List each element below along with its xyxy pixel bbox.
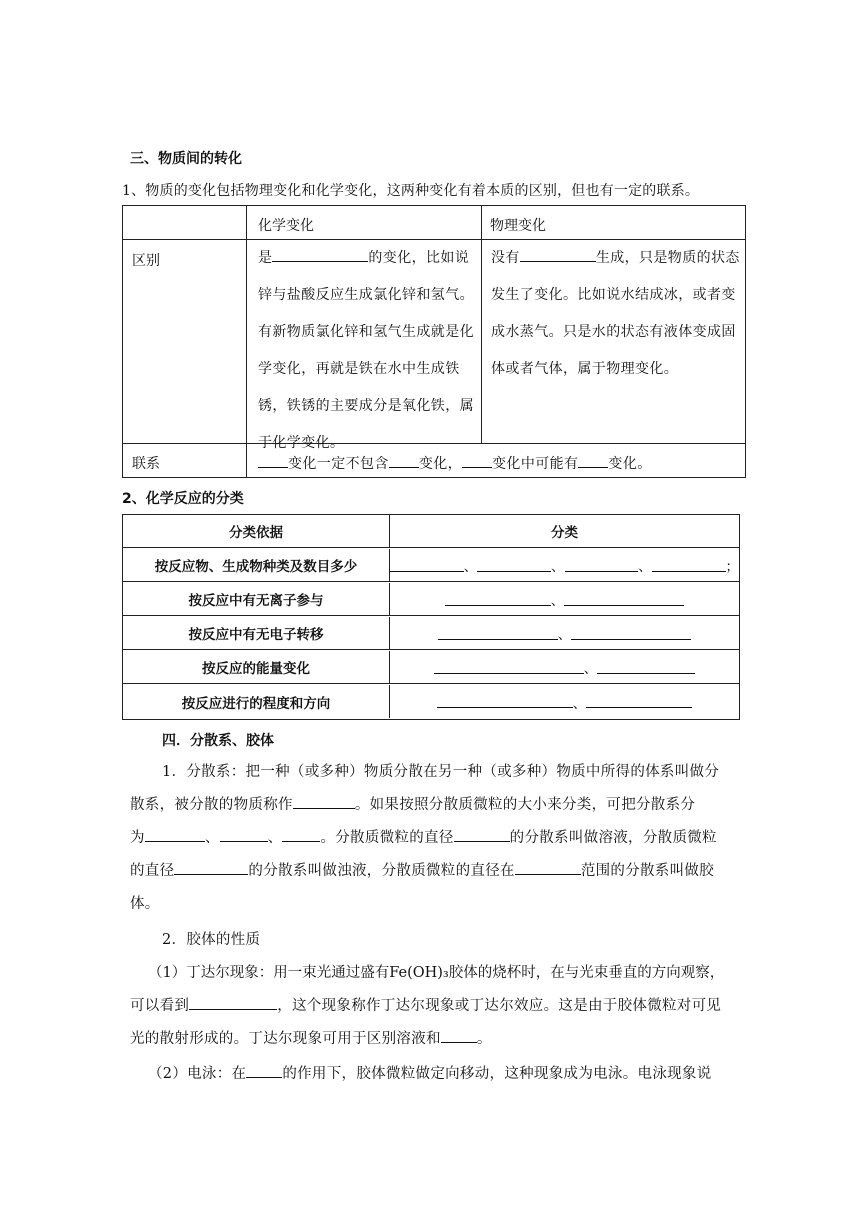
answer-blank[interactable]: [477, 559, 551, 572]
physical-change-description: 没有 生成，只是物质的状态发生了变化。比如说水结成冰，或者变成水蒸气。只是水的状态有液体变成固体或者气体，属于物理变化。: [491, 240, 743, 388]
answer-blank[interactable]: [578, 453, 608, 468]
answer-blank[interactable]: [564, 593, 684, 606]
row-basis: 按反应中有无离子参与: [188, 593, 324, 609]
answer-blank[interactable]: [441, 1028, 477, 1043]
paragraph-line: 散系，被分散的物质称作 。如果按照分散质微粒的大小来分类，可把分散系分: [130, 789, 740, 822]
section-3-heading: 三、物质间的转化: [130, 151, 242, 167]
answer-blank[interactable]: [390, 559, 464, 572]
answer-blank[interactable]: [272, 247, 368, 262]
paragraph-line: 1．分散系：把一种（或多种）物质分散在另一种（或多种）物质中所得的体系叫做分: [162, 764, 720, 780]
chemical-change-description: 是 的变化，比如说锌与盐酸反应生成氯化锌和氢气。有新物质氯化锌和氢气生成就是化学变化，再就是铁在水中生成铁锈，铁锈的主要成分是氧化铁，属于化学变化。: [258, 240, 474, 462]
header-classification: 分类: [389, 515, 739, 547]
row-blanks: 、: [389, 685, 739, 718]
answer-blank[interactable]: [389, 453, 419, 468]
answer-blank[interactable]: [282, 827, 320, 842]
answer-blank[interactable]: [445, 593, 551, 606]
paragraph-line: 体。: [130, 896, 160, 912]
answer-blank[interactable]: [434, 661, 584, 674]
row-blanks: 、: [389, 583, 739, 615]
answer-blank[interactable]: [565, 559, 639, 572]
table-row: [123, 685, 739, 718]
answer-blank[interactable]: [652, 559, 726, 572]
subheading-colloid-properties: 2．胶体的性质: [162, 932, 261, 948]
reaction-classification-table: [122, 514, 740, 720]
answer-blank[interactable]: [515, 860, 581, 875]
paragraph-line: （2）电泳：在 的作用下，胶体微粒做定向移动，这种现象成为电泳。电泳现象说: [148, 1058, 758, 1091]
paragraph-line: 光的散射形成的。丁达尔现象可用于区别溶液和 。: [130, 1023, 740, 1056]
change-comparison-table: [122, 205, 746, 478]
answer-blank[interactable]: [571, 627, 691, 640]
classification-heading: 2、化学反应的分类: [122, 491, 244, 507]
answer-blank[interactable]: [246, 1063, 282, 1078]
header-chemical-change: 化学变化: [258, 218, 314, 234]
header-basis: 分类依据: [229, 525, 283, 541]
section-4-heading: 四．分散系、胶体: [162, 733, 274, 749]
answer-blank[interactable]: [586, 695, 692, 708]
row-label-difference: 区别: [132, 253, 160, 269]
header-physical-change: 物理变化: [490, 218, 546, 234]
answer-blank[interactable]: [293, 794, 355, 809]
table-header-row: [123, 515, 739, 548]
row-blanks: 、: [389, 617, 739, 649]
paragraph-line: 为 、 、 。分散质微粒的直径 的分散系叫做溶液，分散质微粒: [130, 822, 740, 855]
answer-blank[interactable]: [220, 827, 268, 842]
relation-text: 变化一定不包含 变化， 变化中可能有 变化。: [258, 453, 652, 473]
table-row: [123, 549, 739, 582]
row-label-relation: 联系: [132, 456, 160, 472]
row-blanks: 、 、 、 ；: [389, 549, 739, 581]
row-basis: 按反应中有无电子转移: [188, 627, 324, 643]
row-basis: 按反应物、生成物种类及数目多少: [154, 559, 358, 575]
row-basis: 按反应进行的程度和方向: [181, 695, 331, 712]
answer-blank[interactable]: [189, 995, 277, 1010]
table-divider: [246, 206, 247, 478]
answer-blank[interactable]: [437, 695, 573, 708]
row-blanks: 、: [389, 651, 739, 683]
table-row: [123, 651, 739, 684]
table-divider: [481, 206, 482, 443]
answer-blank[interactable]: [438, 627, 558, 640]
row-basis: 按反应的能量变化: [202, 661, 310, 677]
answer-blank[interactable]: [258, 453, 288, 468]
answer-blank[interactable]: [145, 827, 205, 842]
answer-blank[interactable]: [454, 827, 510, 842]
answer-blank[interactable]: [462, 453, 492, 468]
table-row: [123, 617, 739, 650]
paragraph-line: 的直径 的分散系叫做浊液，分散质微粒的直径在 范围的分散系叫做胶: [130, 855, 740, 888]
answer-blank[interactable]: [597, 661, 695, 674]
paragraph-line: （1）丁达尔现象：用一束光通过盛有Fe(OH)₃胶体的烧杯时，在与光束垂直的方向观察，: [148, 965, 725, 981]
answer-blank[interactable]: [520, 247, 596, 262]
answer-blank[interactable]: [174, 860, 248, 875]
paragraph-line: 可以看到 ，这个现象称作丁达尔现象或丁达尔效应。这是由于胶体微粒对可见: [130, 990, 740, 1023]
section-3-intro: 1、物质的变化包括物理变化和化学变化，这两种变化有着本质的区别，但也有一定的联系。: [122, 183, 700, 199]
table-row: [123, 583, 739, 616]
